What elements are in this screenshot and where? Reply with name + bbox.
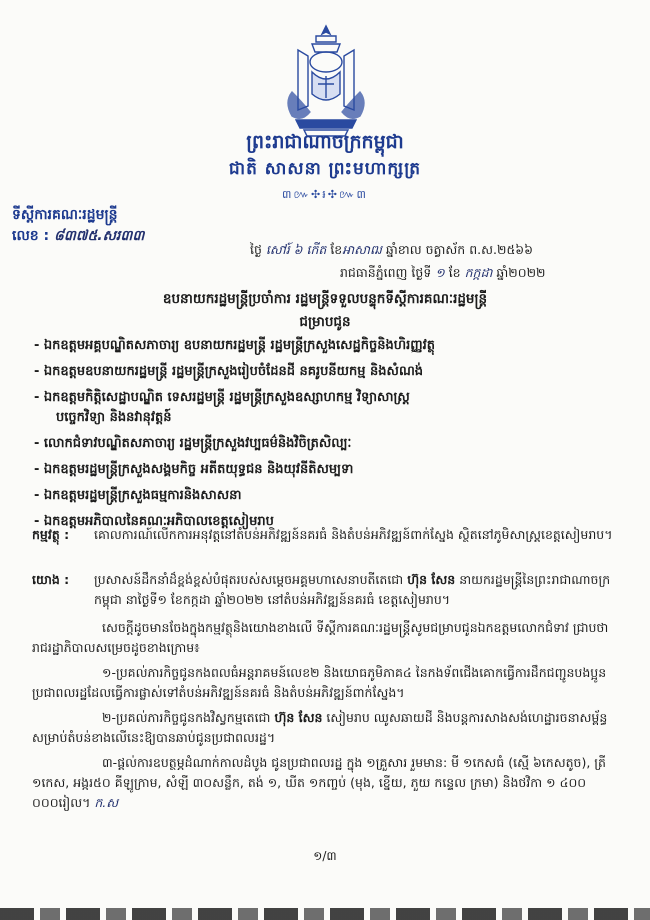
recipient-line: - ឯកឧត្តមឧបនាយករដ្ឋមន្ត្រី រដ្ឋមន្ត្រីក្រសួងរៀបចំដែនដី នគរូបនីយកម្ម និងសំណង់ bbox=[34, 364, 424, 379]
subject-text: គោលការណ៍លើកការអនុវត្តនៅតំបន់អភិវឌ្ឍន៍នគរធំ និងតំបន់អភិវឌ្ឍន៍ពាក់ស្នែង ស្ថិតនៅភូមិសាស្ត្រខេត្តសៀមរាប។ bbox=[94, 527, 613, 542]
reference-name: ហ៊ុន សែន bbox=[407, 572, 456, 587]
reference-number bbox=[12, 226, 144, 247]
solar-date-mid: ខែ bbox=[448, 265, 461, 280]
recipient-line: - ឯកឧត្តមកិត្តិសេដ្ឋាបណ្ឌិត ទេសរដ្ឋមន្ត្រី រដ្ឋមន្ត្រីក្រសួងឧស្សាហកម្ម វិទ្យាសាស្ត្រ bbox=[34, 390, 410, 405]
recipient-line: - ឯកឧត្តមអភិបាលនៃគណៈអភិបាលខេត្តសៀមរាប bbox=[34, 514, 274, 529]
solar-date-rest: ឆ្នាំ២០២២ bbox=[496, 265, 546, 280]
recipient-line: - លោកជំទាវបណ្ឌិតសភាចារ្យ រដ្ឋមន្ត្រីក្រសួងវប្បធម៌និងវិចិត្រសិល្បៈ bbox=[34, 436, 352, 451]
solar-date-day: ១ bbox=[435, 265, 445, 280]
recipient-item bbox=[34, 460, 634, 480]
lunar-date-rest: ឆ្នាំខាល ចត្វាស័ក ព.ស.២៥៦៦ bbox=[385, 242, 534, 257]
solar-date-month: កក្កដា bbox=[464, 265, 493, 280]
handwritten-initials: ក.ស bbox=[94, 795, 119, 810]
letter-title: ឧបនាយករដ្ឋមន្ត្រីប្រចាំការ រដ្ឋមន្ត្រីទទួលបន្ទុកទីស្ដីការគណៈរដ្ឋមន្ត្រី bbox=[162, 291, 488, 307]
reference-label: លេខ : bbox=[12, 228, 50, 244]
recipient-item bbox=[34, 388, 634, 428]
solar-date-prefix: រាជធានីភ្នំពេញ ថ្ងៃទី bbox=[340, 265, 432, 280]
page-number: ១/៣ bbox=[313, 849, 337, 863]
lunar-date-day: សៅរ៍ ៦ កើត bbox=[265, 242, 327, 257]
body-item-2-name: ហ៊ុន សែន bbox=[274, 710, 323, 725]
national-motto: ជាតិ សាសនា ព្រះមហាក្សត្រ bbox=[228, 159, 422, 179]
scan-footer-bar bbox=[0, 908, 650, 920]
body-item-3 bbox=[32, 753, 622, 813]
body-item-2-before: ២-ប្រគល់ភារកិច្ចជូនកងវិស្វកម្មតេជោ bbox=[102, 710, 271, 725]
solar-date bbox=[340, 265, 546, 284]
lunar-date-prefix: ថ្ងៃ bbox=[250, 242, 262, 257]
reference-field-label: យោង : bbox=[32, 572, 70, 587]
reference-text-before: ប្រសាសន៍ដឹកនាំដ៏ខ្ពង់ខ្ពស់បំផុតរបស់សម្ដេចអគ្គមហាសេនាបតីតេជោ bbox=[94, 572, 404, 587]
letter-subtitle: ជម្រាបជូន bbox=[299, 314, 351, 330]
ornament-divider: ៣៚✣៛✣៚៣ bbox=[282, 188, 368, 201]
recipient-line: - ឯកឧត្តមរដ្ឋមន្ត្រីក្រសួងសង្គមកិច្ច អតីតយុទ្ធជន និងយុវនីតិសម្បទា bbox=[34, 462, 354, 477]
reference-field-text bbox=[94, 570, 614, 610]
recipient-line: - ឯកឧត្តមរដ្ឋមន្ត្រីក្រសួងធម្មការនិងសាសនា bbox=[34, 488, 242, 503]
issuing-office: ទីស្ដីការគណៈរដ្ឋមន្ត្រី bbox=[12, 207, 118, 223]
recipient-item bbox=[34, 486, 634, 506]
royal-coat-of-arms-emblem bbox=[278, 22, 374, 140]
recipient-list bbox=[34, 336, 634, 538]
lunar-date bbox=[250, 242, 533, 261]
kingdom-name: ព្រះរាជាណាចក្រកម្ពុជា bbox=[246, 131, 404, 153]
body-item-2-after: សៀមរាប ឈូសឆាយដី និងបន្តការសាងសង់ហេដ្ឋារចនាសម្ព័ន្ធ សម្រាប់តំបន់ខាងលើនេះឱ្យបានឆាប់ជូនប្រជាពលរដ្ឋ។ bbox=[32, 710, 608, 745]
subject-label: កម្មវត្ថុ : bbox=[32, 527, 70, 542]
body-intro: សេចក្ដីដូចមានចែងក្នុងកម្មវត្ថុនិងយោងខាងលើ ទីស្ដីការគណៈរដ្ឋមន្ត្រីសូមជម្រាបជូនឯកឧត្តមលោកជំទាវ ជ្រាបថា រាជរដ្ឋាភិបាលសម្រេចដូចខាងក្រោម៖ bbox=[32, 620, 609, 655]
recipient-item bbox=[34, 434, 634, 454]
recipient-line: - ឯកឧត្តមអគ្គបណ្ឌិតសភាចារ្យ ឧបនាយករដ្ឋមន្ត្រី រដ្ឋមន្ត្រីក្រសួងសេដ្ឋកិច្ចនិងហិរញ្ញវត្ថុ bbox=[34, 338, 436, 353]
reference-text-after: នាយករដ្ឋមន្ត្រីនៃព្រះរាជាណាចក្រកម្ពុជា នាថ្ងៃទី១ ខែកក្កដា ឆ្នាំ២០២២ នៅតំបន់អភិវឌ្ឍន៍នគរធំ ខេត្តសៀមរាប។ bbox=[94, 572, 611, 607]
lunar-date-mid: ខែ bbox=[330, 242, 343, 257]
recipient-item bbox=[34, 336, 634, 356]
reference-field bbox=[32, 570, 632, 610]
recipient-item bbox=[34, 362, 634, 382]
lunar-date-month: អាសាឍ bbox=[342, 242, 382, 257]
reference-value: ៨៣៧៥.សរ៣៣ bbox=[54, 228, 145, 244]
body-item-1: ១-ប្រគល់ភារកិច្ចជូនកងពលធំអន្តរាគមន៍លេខ២ និងយោធភូមិភាគ៤ នៃកងទ័ពជើងគោកធ្វើការដឹកជញ្ជូនបងប្អូនប្រជាពលរដ្ឋដែលធ្វើការផ្លាស់ទៅតំបន់អភិវឌ្ឍន៍នគរធំ និងតំបន់អភិវឌ្ឍន៍ពាក់ស្នែង។ bbox=[32, 665, 607, 700]
body-item-3-text: ៣-ផ្ដល់ការឧបត្ថម្ភដំណាក់កាលដំបូង ជូនប្រជាពលរដ្ឋ ក្នុង ១គ្រួសារ រួមមាន: មី ១កេសធំ (ស្មើ ៦កេសតូច), ត្រី ១កេស, អង្ករ៥០ គីឡូក្រាម, សំឡី ៣០សន្លឹក, តង់ ១, ឃីត ១កញ្ចប់ (មុង, ខ្នើយ, ភួយ កន្ទេល ក្រមា) និងថវិកា ១ ៤០០ ០០០រៀល។ bbox=[32, 755, 606, 810]
recipient-line-continued: បច្ចេកវិទ្យា និងនវានុវត្តន៍ bbox=[56, 410, 172, 425]
subject-field bbox=[32, 525, 632, 545]
body-item-2 bbox=[32, 708, 622, 748]
